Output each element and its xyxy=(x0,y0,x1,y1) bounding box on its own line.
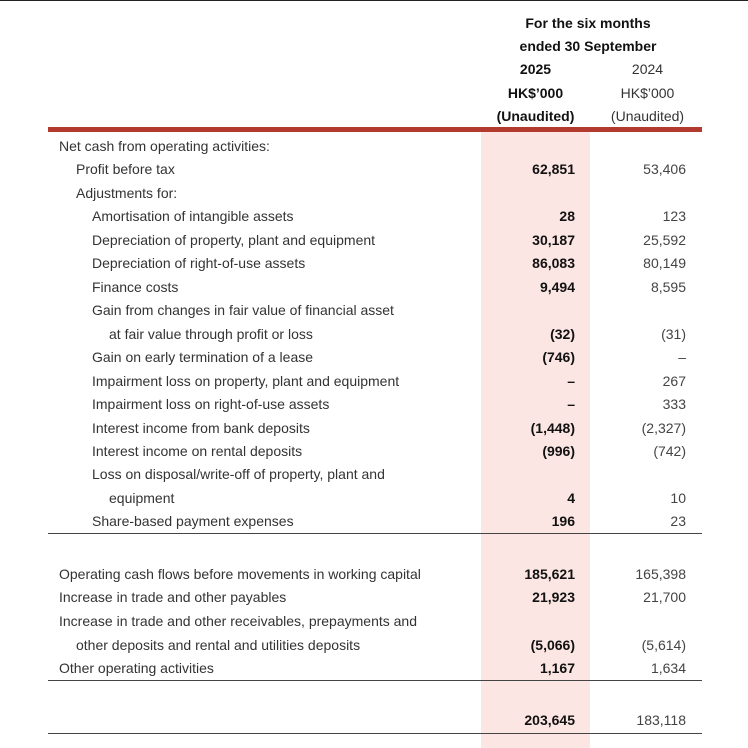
value-2024: – xyxy=(678,349,686,365)
table-row xyxy=(0,490,748,513)
value-2025: (5,066) xyxy=(530,637,575,653)
value-2025: 86,083 xyxy=(532,255,575,271)
value-2025: 21,923 xyxy=(532,589,575,605)
row-label: Depreciation of right-of-use assets xyxy=(92,255,306,271)
table-row xyxy=(0,589,748,612)
table-row xyxy=(0,232,748,255)
value-2024: 23 xyxy=(670,513,686,529)
row-label: Gain on early termination of a lease xyxy=(92,349,314,365)
currency-current: HK$’000 xyxy=(507,85,564,101)
row-label: at fair value through profit or loss xyxy=(109,326,313,342)
table-row xyxy=(0,466,748,489)
value-2025: (996) xyxy=(542,443,575,459)
table-row xyxy=(0,161,748,184)
currency-prior: HK$’000 xyxy=(620,85,675,101)
total-rule-top xyxy=(48,680,702,681)
value-2025: (1,448) xyxy=(530,420,575,436)
table-row xyxy=(0,302,748,325)
total-2024: 183,118 xyxy=(636,712,686,728)
table-row xyxy=(0,208,748,231)
row-label: Adjustments for: xyxy=(76,185,178,201)
total-2025: 203,645 xyxy=(524,712,575,728)
value-2024: 10 xyxy=(670,490,686,506)
row-label: Depreciation of property, plant and equipment xyxy=(92,232,376,248)
value-2025: 28 xyxy=(559,208,575,224)
value-2024: 53,406 xyxy=(643,161,686,177)
value-2024: 25,592 xyxy=(643,232,686,248)
value-2024: 8,595 xyxy=(650,279,686,295)
table-row-total xyxy=(0,712,748,735)
value-2025: – xyxy=(567,373,575,389)
value-2025: 1,167 xyxy=(539,660,575,676)
value-2024: 123 xyxy=(662,208,686,224)
audit-status-current: (Unaudited) xyxy=(496,108,575,124)
table-row xyxy=(0,326,748,349)
table-row xyxy=(0,138,748,161)
table-row xyxy=(0,255,748,278)
value-2025: 62,851 xyxy=(532,161,575,177)
table-row xyxy=(0,613,748,636)
value-2025: – xyxy=(567,396,575,412)
value-2024: 21,700 xyxy=(643,589,686,605)
row-label: Net cash from operating activities: xyxy=(59,138,270,154)
row-label: equipment xyxy=(109,490,175,506)
row-label: Interest income from bank deposits xyxy=(92,420,310,436)
row-label: Amortisation of intangible assets xyxy=(92,208,294,224)
table-row xyxy=(0,349,748,372)
year-prior: 2024 xyxy=(631,61,664,77)
table-row xyxy=(0,396,748,419)
row-label: Interest income on rental deposits xyxy=(92,443,303,459)
value-2024: 333 xyxy=(662,396,686,412)
value-2024: (31) xyxy=(661,326,686,342)
row-label: Profit before tax xyxy=(76,161,175,177)
row-label: Share-based payment expenses xyxy=(92,513,294,529)
value-2025: 185,621 xyxy=(524,566,575,582)
table-row xyxy=(0,373,748,396)
total-rule-bottom xyxy=(48,733,702,734)
value-2024: 1,634 xyxy=(650,660,686,676)
table-row xyxy=(0,443,748,466)
row-label: Loss on disposal/write-off of property, plant and xyxy=(92,466,385,482)
row-label: other deposits and rental and utilities deposits xyxy=(76,637,361,653)
value-2024: (2,327) xyxy=(641,420,686,436)
table-row xyxy=(0,279,748,302)
value-2024: 165,398 xyxy=(635,566,686,582)
value-2025: 30,187 xyxy=(532,232,575,248)
value-2025: (746) xyxy=(542,349,575,365)
row-label: Impairment loss on right-of-use assets xyxy=(92,396,330,412)
value-2024: 267 xyxy=(662,373,686,389)
table-row xyxy=(0,420,748,443)
value-2025: (32) xyxy=(550,326,575,342)
table-row xyxy=(0,566,748,589)
year-current: 2025 xyxy=(519,61,552,77)
subtotal-rule xyxy=(48,533,702,534)
value-2025: 196 xyxy=(551,513,575,529)
table-row xyxy=(0,185,748,208)
header-rule xyxy=(48,127,702,132)
row-label: Increase in trade and other receivables, prepayments and xyxy=(59,613,417,629)
row-label: Operating cash flows before movements in working capital xyxy=(59,566,421,582)
value-2025: 9,494 xyxy=(539,279,575,295)
row-label: Increase in trade and other payables xyxy=(59,589,287,605)
period-heading-line2: ended 30 September xyxy=(519,38,657,54)
period-heading-line1: For the six months xyxy=(525,15,651,31)
audit-status-prior: (Unaudited) xyxy=(610,108,685,124)
row-label: Impairment loss on property, plant and equipment xyxy=(92,373,400,389)
row-label: Finance costs xyxy=(92,279,179,295)
value-2024: 80,149 xyxy=(643,255,686,271)
value-2024: (742) xyxy=(653,443,686,459)
row-label: Gain from changes in fair value of financial asset xyxy=(92,302,394,318)
table-row xyxy=(0,637,748,660)
top-border xyxy=(0,0,748,1)
row-label: Other operating activities xyxy=(59,660,214,676)
value-2025: 4 xyxy=(567,490,575,506)
value-2024: (5,614) xyxy=(641,637,686,653)
